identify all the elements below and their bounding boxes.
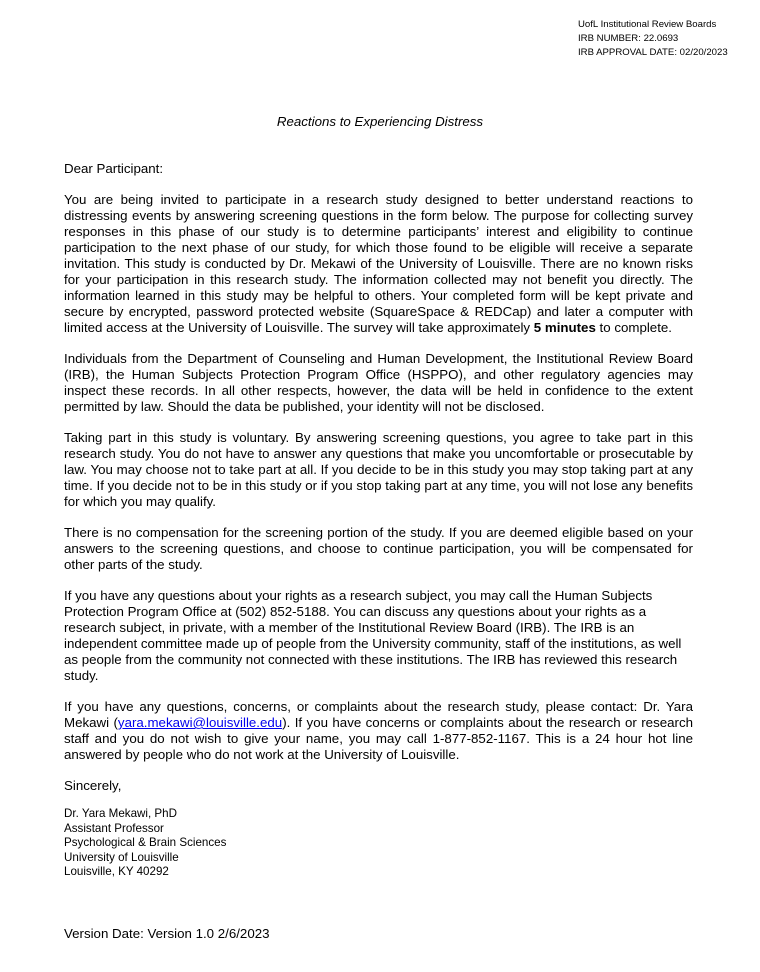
paragraph-confidentiality: Individuals from the Department of Counseling and Human Development, the Institutional Review Board (IRB), the Human Subjects Protection Program Office (HSPPO), and other regulatory agencies may inspect these records. In all other respects, however, the data will be held in confidence to the extent permitted by law. Should the data be published, your identity will not be disclosed. [64, 351, 693, 414]
signature-block [64, 807, 693, 880]
signature-department: Psychological & Brain Sciences [64, 836, 227, 849]
email-link[interactable]: yara.mekawi@louisville.edu [117, 715, 283, 730]
paragraph-compensation: There is no compensation for the screening portion of the study. If you are deemed eligible based on your answers to the screening questions, and choose to continue participation, you will be compensated for other parts of the study. [64, 525, 693, 572]
closing: Sincerely, [64, 778, 122, 793]
paragraph-contact: If you have any questions, concerns, or complaints about the research study, please contact: Dr. Yara Mekawi (yara.mekawi@louisville.edu). If you have concerns or complaints about the research or research staff and you do not wish to give your name, you may call 1-877-852-1167. This is a 24 hour hot line answered by people who do not work at the University of Louisville. [64, 699, 693, 762]
paragraph-study-purpose: You are being invited to participate in a research study designed to better understand reactions to distressing events by answering screening questions in the form below. The purpose for collecting survey responses in this phase of our study is to determine participants’ interest and eligibility to continue participation to the next phase of our study, for which those found to be eligible will receive a separate invitation. This study is conducted by Dr. Mekawi of the University of Louisville. There are no known risks for your participation in this research study. The information collected may not benefit you directly. The information learned in this study may be helpful to others. Your completed form will be kept private and secure by encrypted, password protected website (SquareSpace & REDCap) and later a computer with limited access at the University of Louisville. The survey will take approximately 5 minutes to complete. [64, 192, 693, 335]
signature-name: Dr. Yara Mekawi, PhD [64, 807, 177, 820]
signature-address: Louisville, KY 40292 [64, 865, 169, 878]
paragraph-voluntary: Taking part in this study is voluntary. By answering screening questions, you agree to take part in this research study. You do not have to answer any questions that make you uncomfortable or prosecutable by law. You may choose not to take part at all. If you decide to be in this study you may stop taking part at any time. If you decide not to be in this study or if you stop taking part at any time, you will not lose any benefits for which you may qualify. [64, 430, 693, 509]
salutation: Dear Participant: [64, 161, 164, 176]
signature-university: University of Louisville [64, 850, 179, 864]
irb-number: IRB NUMBER: 22.0693 [578, 33, 679, 44]
paragraph-rights: If you have any questions about your rights as a research subject, you may call the Human Subjects Protection Program Office at (502) 852-5188. You can discuss any questions about your rights as a research subject, in private, with a member of the Institutional Review Board (IRB). The IRB is an independent committee made up of people from the University community, staff of the institutions, as well as people from the community not connected with these institutions. The IRB has reviewed this research study. [64, 588, 682, 683]
irb-stamp [578, 18, 728, 60]
version-date: Version Date: Version 1.0 2/6/2023 [64, 926, 270, 941]
document-title: Reactions to Experiencing Distress [276, 114, 484, 129]
duration-bold: 5 minutes [533, 320, 596, 335]
signature-position: Assistant Professor [64, 821, 164, 835]
irb-board: UofL Institutional Review Boards [578, 19, 717, 30]
letter-body [64, 161, 693, 880]
irb-approval-date: IRB APPROVAL DATE: 02/20/2023 [578, 47, 728, 58]
